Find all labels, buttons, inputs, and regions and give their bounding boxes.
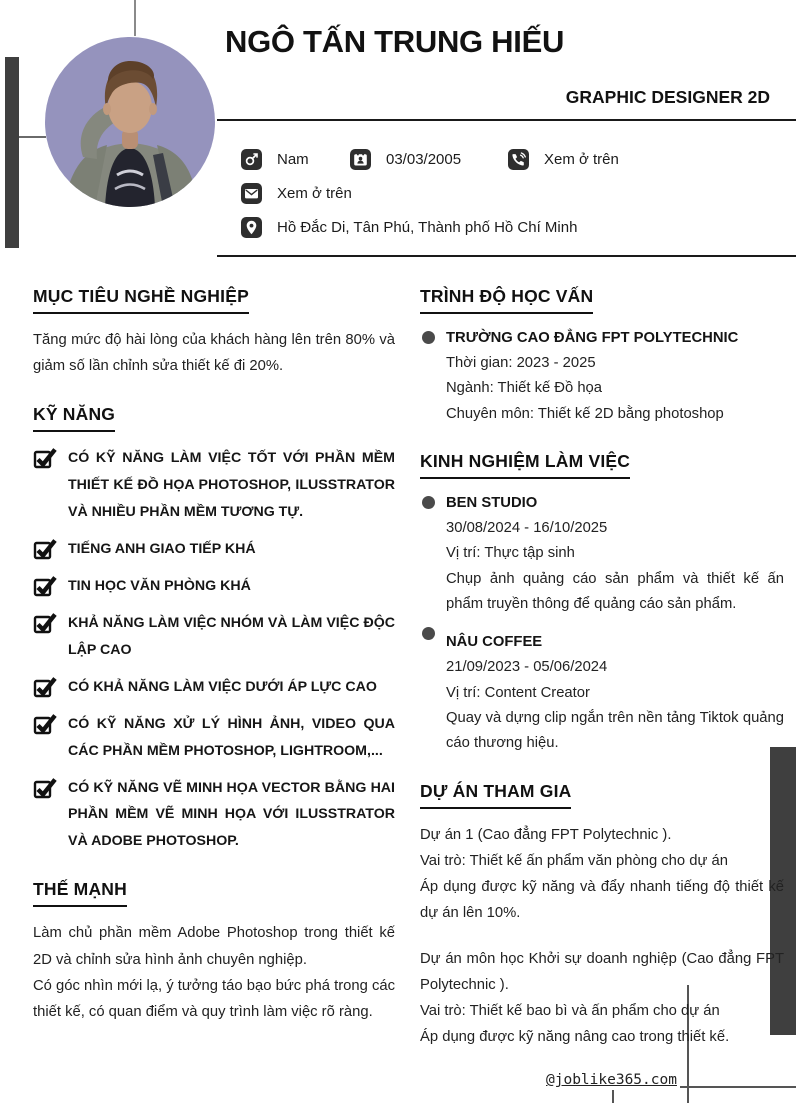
experience-time: 30/08/2024 - 16/10/2025 bbox=[446, 519, 608, 536]
contact-row-3 bbox=[241, 210, 786, 244]
experience-heading: KINH NGHIỆM LÀM VIỆC bbox=[420, 451, 630, 479]
left-accent-bar bbox=[5, 57, 19, 248]
project-entry bbox=[420, 822, 784, 926]
left-column bbox=[33, 286, 395, 1050]
experience-time: 21/09/2023 - 05/06/2024 bbox=[446, 659, 608, 676]
contact-phone bbox=[508, 149, 619, 170]
dob-value: 03/03/2005 bbox=[386, 150, 462, 168]
strengths-line: Có góc nhìn mới lạ, ý tưởng táo bạo bức phá trong các thiết kế, có quan điểm và quy trình làm việc rõ ràng. bbox=[33, 978, 395, 1021]
experience-position: Vị trí: Thực tập sinh bbox=[446, 545, 575, 562]
profile-photo bbox=[45, 37, 215, 207]
contact-dob bbox=[350, 149, 508, 170]
contact-rule bbox=[217, 255, 796, 257]
bottom-right-vertical-line-2 bbox=[612, 1090, 614, 1103]
profile-photo-illustration bbox=[45, 37, 215, 207]
skill-item bbox=[33, 610, 395, 664]
section-strengths bbox=[33, 879, 395, 1025]
skill-text: CÓ KHẢ NĂNG LÀM VIỆC DƯỚI ÁP LỰC CAO bbox=[68, 678, 377, 695]
project-result: Áp dụng được kỹ năng nâng cao trong thiết kế. bbox=[420, 1029, 730, 1046]
project-entry bbox=[420, 946, 784, 1050]
contact-email bbox=[241, 183, 352, 204]
skills-heading: KỸ NĂNG bbox=[33, 404, 115, 432]
phone-value: Xem ở trên bbox=[544, 150, 619, 168]
section-objective bbox=[33, 286, 395, 380]
school-name: TRƯỜNG CAO ĐẲNG FPT POLYTECHNIC bbox=[446, 330, 739, 346]
checkbox-checked-icon bbox=[33, 447, 57, 469]
skill-item bbox=[33, 775, 395, 856]
checkbox-checked-icon bbox=[33, 575, 57, 597]
experience-description: Quay và dựng clip ngắn trên nền tảng Tiktok quảng cáo thương hiệu. bbox=[446, 709, 784, 752]
location-icon bbox=[241, 217, 262, 238]
project-role: Vai trò: Thiết kế bao bì và ấn phẩm cho dự án bbox=[420, 1003, 720, 1020]
education-entry bbox=[420, 327, 784, 427]
top-vertical-line bbox=[134, 0, 136, 36]
education-specialty: Chuyên môn: Thiết kế 2D bằng photoshop bbox=[446, 405, 724, 422]
objective-heading: MỤC TIÊU NGHỀ NGHIỆP bbox=[33, 286, 249, 314]
objective-body: Tăng mức độ hài lòng của khách hàng lên trên 80% và giảm số lần chỉnh sửa thiết kế đi 20%. bbox=[33, 332, 395, 375]
experience-entry bbox=[420, 631, 784, 756]
skill-item bbox=[33, 573, 395, 600]
company-name: NÂU COFFEE bbox=[446, 634, 543, 651]
header-rule bbox=[217, 119, 796, 121]
experience-entry bbox=[420, 492, 784, 617]
gender-icon bbox=[241, 149, 262, 170]
skill-item bbox=[33, 711, 395, 765]
education-time: Thời gian: 2023 - 2025 bbox=[446, 354, 596, 371]
section-projects bbox=[420, 781, 784, 1050]
checkbox-checked-icon bbox=[33, 676, 57, 698]
bottom-right-horizontal-line bbox=[680, 1086, 796, 1088]
experience-position: Vị trí: Content Creator bbox=[446, 684, 590, 701]
education-major: Ngành: Thiết kế Đồ họa bbox=[446, 380, 603, 397]
checkbox-checked-icon bbox=[33, 538, 57, 560]
skill-text: CÓ KỸ NĂNG LÀM VIỆC TỐT VỚI PHẦN MỀM THIẾT KẾ ĐỒ HỌA PHOTOSHOP, ILUSSTRATOR VÀ NHIỀU PHẦN MỀM TƯƠNG TỰ. bbox=[68, 449, 395, 520]
email-value: Xem ở trên bbox=[277, 184, 352, 202]
address-value: Hồ Đắc Di, Tân Phú, Thành phố Hồ Chí Minh bbox=[277, 218, 578, 236]
project-name: Dự án môn học Khởi sự doanh nghiệp (Cao đẳng FPT Polytechnic ). bbox=[420, 950, 784, 993]
bullet-icon bbox=[422, 496, 435, 509]
bullet-icon bbox=[422, 627, 435, 640]
checkbox-checked-icon bbox=[33, 713, 57, 735]
project-result: Áp dụng được kỹ năng và đẩy nhanh tiếng độ thiết kế dự án lên 10%. bbox=[420, 878, 784, 921]
section-experience bbox=[420, 451, 784, 757]
contact-row-1 bbox=[241, 142, 786, 176]
phone-icon bbox=[508, 149, 529, 170]
contact-block bbox=[241, 142, 786, 244]
watermark: @joblike365.com bbox=[546, 1072, 677, 1088]
strengths-heading: THẾ MẠNH bbox=[33, 879, 127, 907]
skill-text: TIẾNG ANH GIAO TIẾP KHÁ bbox=[68, 540, 256, 557]
skill-text: TIN HỌC VĂN PHÒNG KHÁ bbox=[68, 577, 251, 594]
checkbox-checked-icon bbox=[33, 777, 57, 799]
project-role: Vai trò: Thiết kế ấn phẩm văn phòng cho dự án bbox=[420, 852, 728, 869]
candidate-name: NGÔ TẤN TRUNG HIẾU bbox=[225, 24, 565, 59]
bullet-icon bbox=[422, 331, 435, 344]
strengths-line: Làm chủ phần mềm Adobe Photoshop trong thiết kế 2D và chỉnh sửa hình ảnh chuyên nghiệp. bbox=[33, 925, 395, 968]
projects-heading: DỰ ÁN THAM GIA bbox=[420, 781, 571, 809]
birthday-card-icon bbox=[350, 149, 371, 170]
skill-text: KHẢ NĂNG LÀM VIỆC NHÓM VÀ LÀM VIỆC ĐỘC LẬP CAO bbox=[68, 614, 395, 658]
right-column bbox=[420, 286, 784, 1074]
skill-text: CÓ KỸ NĂNG XỬ LÝ HÌNH ẢNH, VIDEO QUA CÁC PHẦN MỀM PHOTOSHOP, LIGHTROOM,... bbox=[68, 715, 395, 759]
company-name: BEN STUDIO bbox=[446, 494, 538, 511]
contact-row-2 bbox=[241, 176, 786, 210]
contact-address bbox=[241, 217, 577, 238]
contact-gender bbox=[241, 149, 350, 170]
gender-value: Nam bbox=[277, 150, 309, 168]
email-icon bbox=[241, 183, 262, 204]
photo-connector-line bbox=[19, 136, 46, 138]
skill-item bbox=[33, 674, 395, 701]
checkbox-checked-icon bbox=[33, 612, 57, 634]
header bbox=[225, 24, 770, 108]
job-title: GRAPHIC DESIGNER 2D bbox=[565, 87, 770, 107]
project-name: Dự án 1 (Cao đẳng FPT Polytechnic ). bbox=[420, 826, 672, 843]
skill-item bbox=[33, 536, 395, 563]
education-heading: TRÌNH ĐỘ HỌC VẤN bbox=[420, 286, 593, 314]
experience-description: Chụp ảnh quảng cáo sản phẩm và thiết kế ấn phẩm truyền thông để quảng cáo sản phẩm. bbox=[446, 570, 784, 612]
section-education bbox=[420, 286, 784, 427]
section-skills bbox=[33, 404, 395, 856]
skill-text: CÓ KỸ NĂNG VẼ MINH HỌA VECTOR BẰNG HAI PHẦN MỀM VẼ MINH HỌA VỚI ILUSSTRATOR VÀ ADOBE PHOTOSHOP. bbox=[68, 779, 395, 850]
skill-item bbox=[33, 445, 395, 526]
